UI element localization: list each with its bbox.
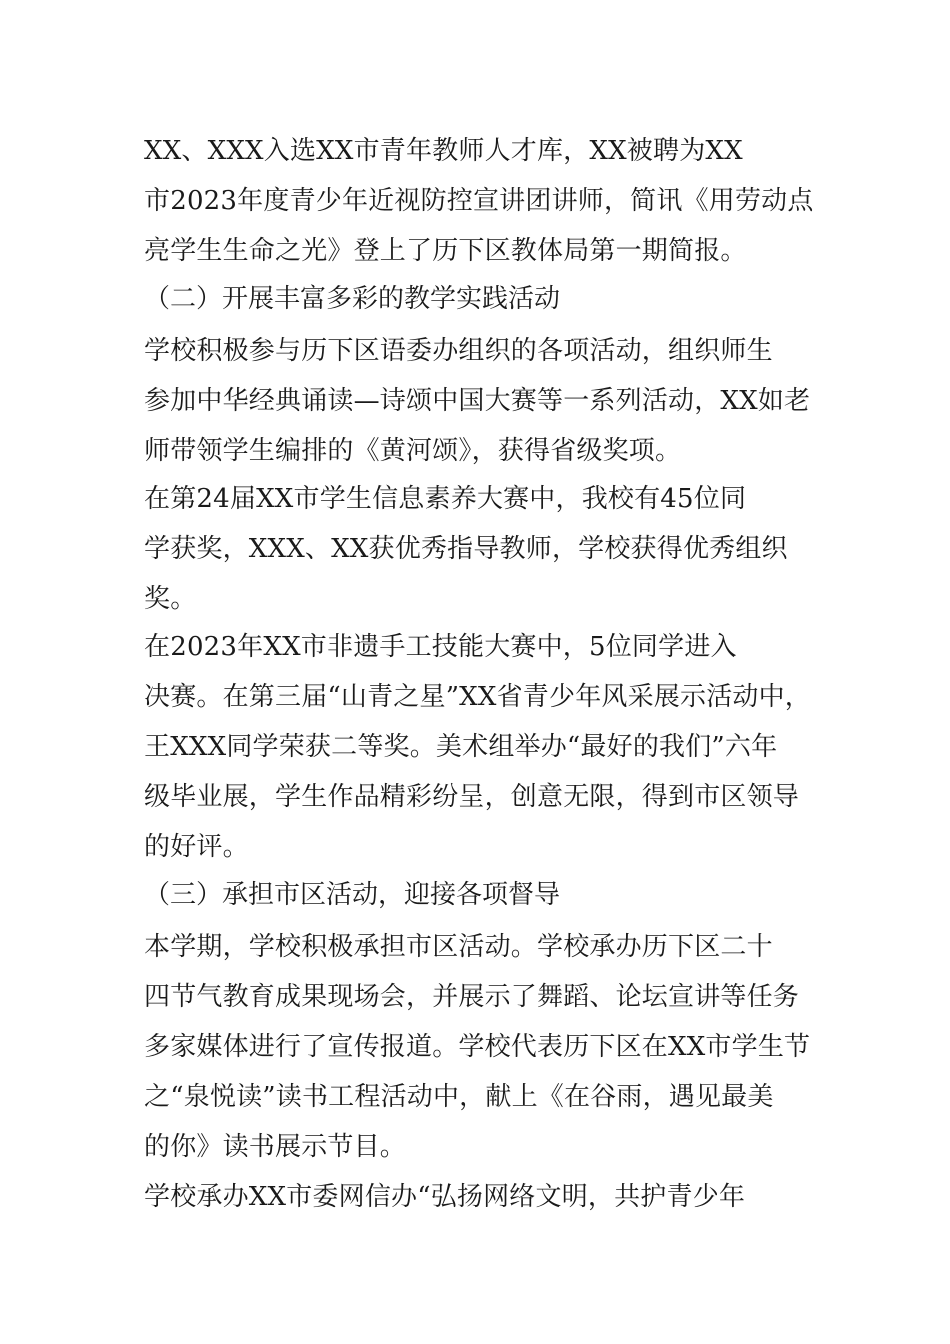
section-heading-teaching-practice: （二）开展丰富多彩的教学实践活动: [144, 284, 561, 314]
paragraph-semester-activities: 本学期，学校积极承担市区活动。学校承办历下区二十 四节气教育成果现场会，并展示了舞蹈、论坛宣讲等任务 多家媒体进行了宣传报道。学校代表历下区在XX市学生节 之“泉悦读”读书工程活动中，献上《在谷雨，遇见最美 的你》读书展示节目。: [144, 932, 811, 1162]
paragraph-handicraft-contest: 在2023年XX市非遗手工技能大赛中，5位同学进入 决赛。在第三届“山青之星”XX省青少年风采展示活动中， 王XXX同学荣获二等奖。美术组举办“最好的我们”六年 级毕业展，学生作品精彩纷呈，创意无限，得到市区领导 的好评。: [144, 632, 812, 862]
paragraph-internet-office: 学校承办XX市委网信办“弘扬网络文明，共护青少年: [144, 1182, 746, 1212]
paragraph-language-committee: 学校积极参与历下区语委办组织的各项活动，组织师生 参加中华经典诵读—诗颂中国大赛等一系列活动，XX如老 师带领学生编排的《黄河颂》，获得省级奖项。: [144, 336, 811, 466]
section-heading-city-activities: （三）承担市区活动，迎接各项督导: [144, 880, 561, 910]
paragraph-info-literacy-contest: 在第24届XX市学生信息素养大赛中，我校有45位同 学获奖，XXX、XX获优秀指导教师，学校获得优秀组织奖。: [144, 484, 788, 614]
paragraph-talent-pool: XX、XXX入选XX市青年教师人才库，XX被聘为XX 市2023年度青少年近视防控宣讲团讲师，简讯《用劳动点 亮学生生命之光》登上了历下区教体局第一期简报。: [144, 136, 814, 266]
